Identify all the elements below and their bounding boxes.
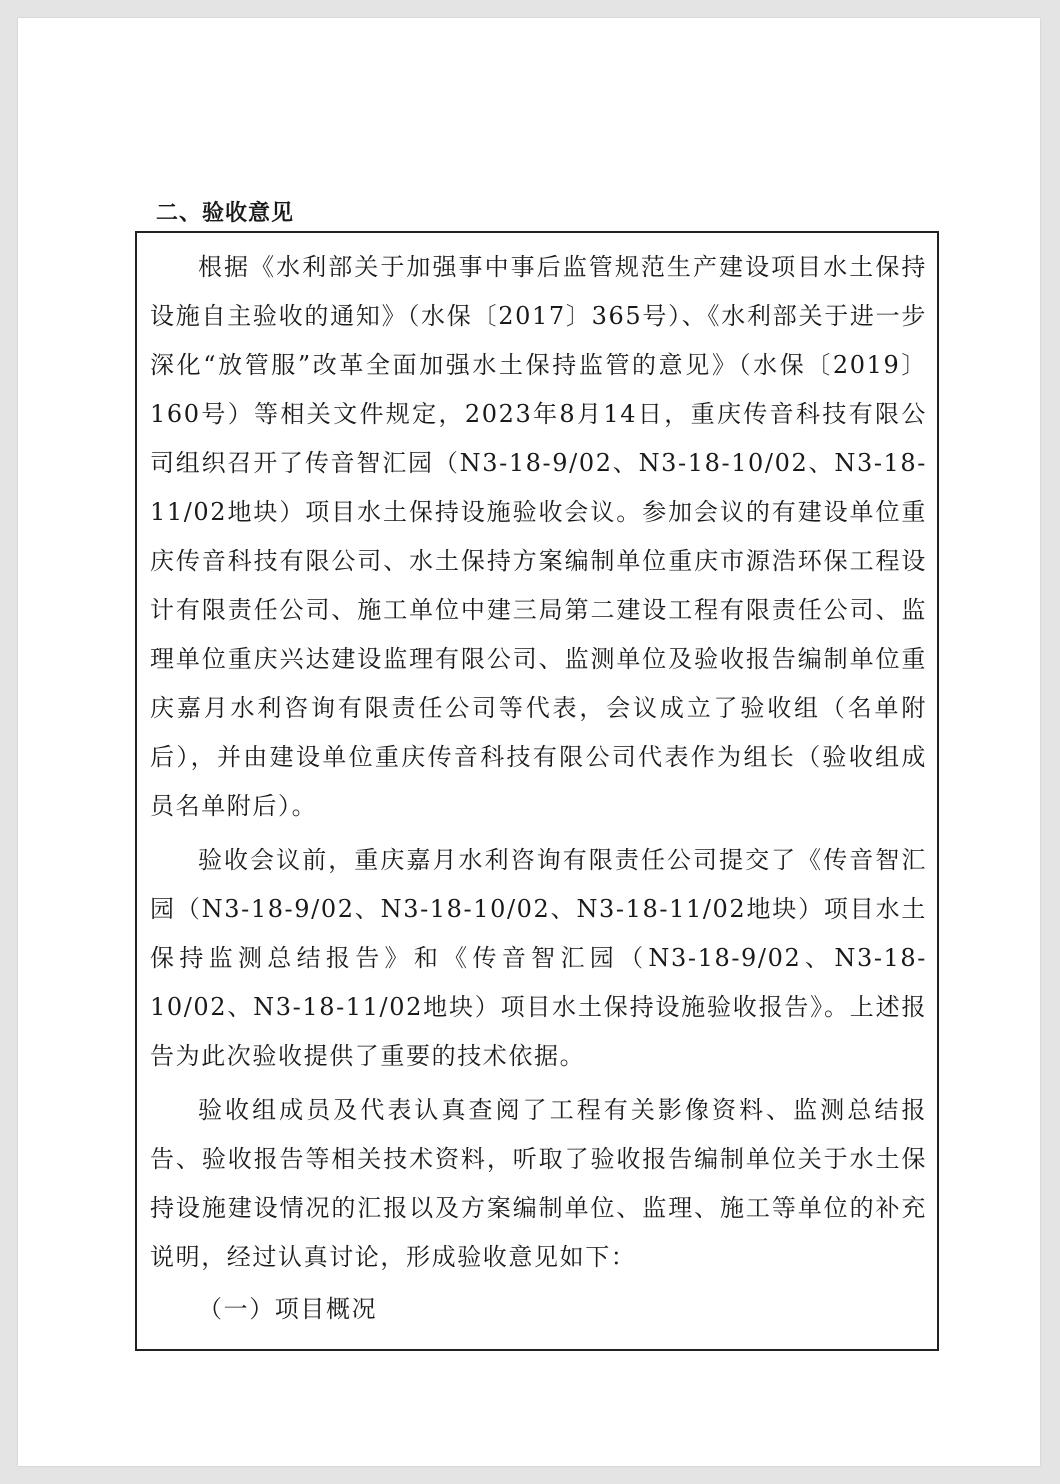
paragraph-review: 验收组成员及代表认真查阅了工程有关影像资料、监测总结报告、验收报告等相关技术资料，听取了验收报告编制单位关于水土保持设施建设情况的汇报以及方案编制单位、监理、施工等单位的补充说明，经过认真讨论，形成验收意见如下： <box>150 1096 927 1271</box>
paragraph-basis: 根据《水利部关于加强事中事后监管规范生产建设项目水土保持设施自主验收的通知》（水保〔2017〕365号）、《水利部关于进一步深化“放管服”改革全面加强水土保持监管的意见》（水保〔2019〕160号）等相关文件规定，2023年8月14日，重庆传音科技有限公司组织召开了传音智汇园（N3-18-9/02、N3-18-10/02、N3-18-11/02地块）项目水土保持设施验收会议。参加会议的有建设单位重庆传音科技有限公司、水土保持方案编制单位重庆市源浩环保工程设计有限责任公司、施工单位中建三局第二建设工程有限责任公司、监理单位重庆兴达建设监理有限公司、监测单位及验收报告编制单位重庆嘉月水利咨询有限责任公司等代表，会议成立了验收组（名单附后），并由建设单位重庆传音科技有限公司代表作为组长（验收组成员名单附后）。 <box>150 253 927 820</box>
subheading-project-overview: （一）项目概况 <box>198 1295 378 1323</box>
document-page <box>18 18 1040 1466</box>
section-title: 二、验收意见 <box>156 201 295 226</box>
opinion-box <box>135 231 939 1351</box>
paragraph-reports: 验收会议前，重庆嘉月水利咨询有限责任公司提交了《传音智汇园（N3-18-9/02、N3-18-10/02、N3-18-11/02地块）项目水土保持监测总结报告》和《传音智汇园（N3-18-9/02、N3-18-10/02、N3-18-11/02地块）项目水土保持设施验收报告》。上述报告为此次验收提供了重要的技术依据。 <box>150 846 927 1070</box>
